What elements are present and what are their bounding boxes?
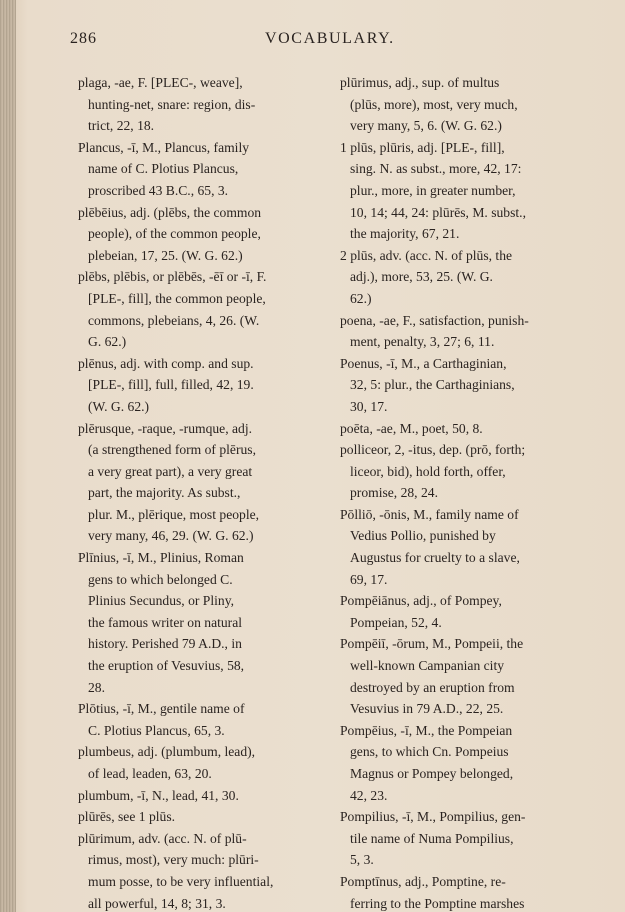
vocabulary-entry xyxy=(340,590,590,633)
vocabulary-entry xyxy=(340,245,590,310)
vocabulary-entry xyxy=(78,72,332,137)
entry-line: [PLE-, fill], the common people, xyxy=(88,290,266,306)
entry-line: plur., more, in greater number, xyxy=(350,182,516,198)
entry-line: [PLE-, fill], full, filled, 42, 19. xyxy=(88,377,254,393)
vocabulary-entry xyxy=(340,806,590,871)
entry-line: (plūs, more), most, very much, xyxy=(350,96,518,112)
vocabulary-entry xyxy=(78,137,332,202)
entry-line: 28. xyxy=(88,679,105,695)
entry-line: rimus, most), very much: plūri- xyxy=(88,852,259,868)
entry-line: G. 62.) xyxy=(88,334,127,350)
entry-line: Magnus or Pompey belonged, xyxy=(350,766,514,781)
vocabulary-entry xyxy=(340,633,590,719)
entry-headline: plērusque, -raque, -rumque, adj. xyxy=(78,420,253,436)
vocabulary-entry xyxy=(78,785,332,807)
entry-line: the majority, 67, 21. xyxy=(350,226,460,242)
entry-headline: plaga, -ae, F. [PLEC-, weave], xyxy=(78,75,243,90)
entry-line: 62.) xyxy=(350,290,372,306)
vocabulary-entry xyxy=(78,741,332,784)
entry-line: very many, 5, 6. (W. G. 62.) xyxy=(350,118,502,134)
entry-headline: plūrimus, adj., sup. of multus xyxy=(340,75,500,90)
left-column xyxy=(78,72,332,912)
entry-line: people), of the common people, xyxy=(88,226,261,242)
vocabulary-entry xyxy=(78,266,332,352)
vocabulary-entry xyxy=(340,418,590,440)
entry-line: name of C. Plotius Plancus, xyxy=(88,161,239,177)
entry-headline: plūrimum, adv. (acc. N. of plū- xyxy=(78,830,247,846)
entry-line: 32, 5: plur., the Carthaginians, xyxy=(350,377,515,393)
right-column xyxy=(340,72,590,912)
vocabulary-entry xyxy=(78,828,332,912)
entry-line: 69, 17. xyxy=(350,571,388,587)
entry-line: gens to which belonged C. xyxy=(88,571,233,587)
entry-headline: Pompēiī, -ōrum, M., Pompeii, the xyxy=(340,636,524,652)
page-edge xyxy=(0,0,16,912)
entry-line: mum posse, to be very influential, xyxy=(88,873,274,889)
entry-headline: plūrēs, see 1 plūs. xyxy=(78,809,176,825)
entry-headline: plumbeus, adj. (plumbum, lead), xyxy=(78,744,256,760)
entry-line: part, the majority. As subst., xyxy=(88,485,241,501)
running-title: VOCABULARY. xyxy=(265,30,395,47)
entry-line: Vesuvius in 79 A.D., 22, 25. xyxy=(350,701,504,717)
entry-headline: Pompēiānus, adj., of Pompey, xyxy=(340,593,502,609)
vocabulary-entry xyxy=(340,439,590,504)
entry-line: ferring to the Pomptine marshes xyxy=(350,895,525,911)
entry-headline: plēbs, plēbis, or plēbēs, -ēī or -ī, F. xyxy=(78,269,267,285)
entry-line: Pompeian, 52, 4. xyxy=(350,614,442,630)
entry-line: tile name of Numa Pompilius, xyxy=(350,830,514,846)
entry-headline: Pompēius, -ī, M., the Pompeian xyxy=(340,722,513,738)
entry-line: (a strengthened form of plērus, xyxy=(88,442,256,458)
entry-headline: 1 plūs, plūris, adj. [PLE-, fill], xyxy=(340,139,505,155)
vocabulary-entry xyxy=(78,547,332,698)
entry-headline: Plīnius, -ī, M., Plinius, Roman xyxy=(78,550,244,566)
vocabulary-entry xyxy=(78,806,332,828)
entry-line: gens, to which Cn. Pompeius xyxy=(350,744,509,760)
entry-line: destroyed by an eruption from xyxy=(350,679,515,695)
entry-headline: Pōlliō, -ōnis, M., family name of xyxy=(340,506,519,522)
entry-line: hunting-net, snare: region, dis- xyxy=(88,96,256,112)
entry-line: the eruption of Vesuvius, 58, xyxy=(88,658,245,674)
entry-line: Augustus for cruelty to a slave, xyxy=(350,550,520,566)
entry-line: plebeian, 17, 25. (W. G. 62.) xyxy=(88,247,243,263)
entry-headline: plēnus, adj. with comp. and sup. xyxy=(78,355,254,371)
entry-line: history. Perished 79 A.D., in xyxy=(88,636,242,652)
vocabulary-entry xyxy=(340,504,590,590)
entry-line: Plinius Secundus, or Pliny, xyxy=(88,593,235,609)
entry-headline: poena, -ae, F., satisfaction, punish- xyxy=(340,312,529,328)
vocabulary-entry xyxy=(78,418,332,548)
entry-line: all powerful, 14, 8; 31, 3. xyxy=(88,895,226,911)
entry-line: adj.), more, 53, 25. (W. G. xyxy=(350,269,493,285)
entry-line: of lead, leaden, 63, 20. xyxy=(88,766,212,781)
entry-line: plur. M., plērique, most people, xyxy=(88,506,260,522)
vocabulary-entry xyxy=(340,310,590,353)
entry-line: very many, 46, 29. (W. G. 62.) xyxy=(88,528,254,544)
entry-line: C. Plotius Plancus, 65, 3. xyxy=(88,722,225,738)
entry-line: a very great part), a very great xyxy=(88,463,253,479)
entry-line: sing. N. as subst., more, 42, 17: xyxy=(350,161,522,177)
entry-headline: plumbum, -ī, N., lead, 41, 30. xyxy=(78,787,239,803)
entry-headline: 2 plūs, adv. (acc. N. of plūs, the xyxy=(340,247,513,263)
vocabulary-entry xyxy=(340,871,590,912)
entry-line: ment, penalty, 3, 27; 6, 11. xyxy=(350,334,495,350)
entry-line: (W. G. 62.) xyxy=(88,398,150,414)
entry-line: the famous writer on natural xyxy=(88,614,243,630)
entry-headline: poēta, -ae, M., poet, 50, 8. xyxy=(340,420,483,436)
entry-headline: plēbēius, adj. (plēbs, the common xyxy=(78,204,262,220)
entry-line: liceor, bid), hold forth, offer, xyxy=(350,463,506,479)
entry-line: promise, 28, 24. xyxy=(350,485,438,501)
entry-line: 42, 23. xyxy=(350,787,388,803)
vocabulary-entry xyxy=(78,353,332,418)
vocabulary-entry xyxy=(340,353,590,418)
vocabulary-entry xyxy=(340,137,590,245)
page-number: 286 xyxy=(70,30,97,47)
entry-headline: polliceor, 2, -itus, dep. (prō, forth; xyxy=(340,442,526,458)
entry-headline: Pomptīnus, adj., Pomptine, re- xyxy=(340,873,506,889)
entry-line: trict, 22, 18. xyxy=(88,118,155,134)
entry-line: proscribed 43 B.C., 65, 3. xyxy=(88,182,229,198)
vocabulary-entry xyxy=(340,720,590,806)
entry-line: 30, 17. xyxy=(350,398,388,414)
entry-headline: Plōtius, -ī, M., gentile name of xyxy=(78,701,245,717)
vocabulary-entry xyxy=(78,698,332,741)
entry-headline: Poenus, -ī, M., a Carthaginian, xyxy=(340,355,507,371)
entry-headline: Plancus, -ī, M., Plancus, family xyxy=(78,139,250,155)
vocabulary-entry xyxy=(78,202,332,267)
entry-line: well-known Campanian city xyxy=(350,658,505,674)
entry-line: 5, 3. xyxy=(350,852,374,868)
entry-line: 10, 14; 44, 24: plūrēs, M. subst., xyxy=(350,204,526,220)
vocabulary-entry xyxy=(340,72,590,137)
entry-line: commons, plebeians, 4, 26. (W. xyxy=(88,312,260,328)
entry-headline: Pompilius, -ī, M., Pompilius, gen- xyxy=(340,809,526,825)
entry-line: Vedius Pollio, punished by xyxy=(350,528,496,544)
